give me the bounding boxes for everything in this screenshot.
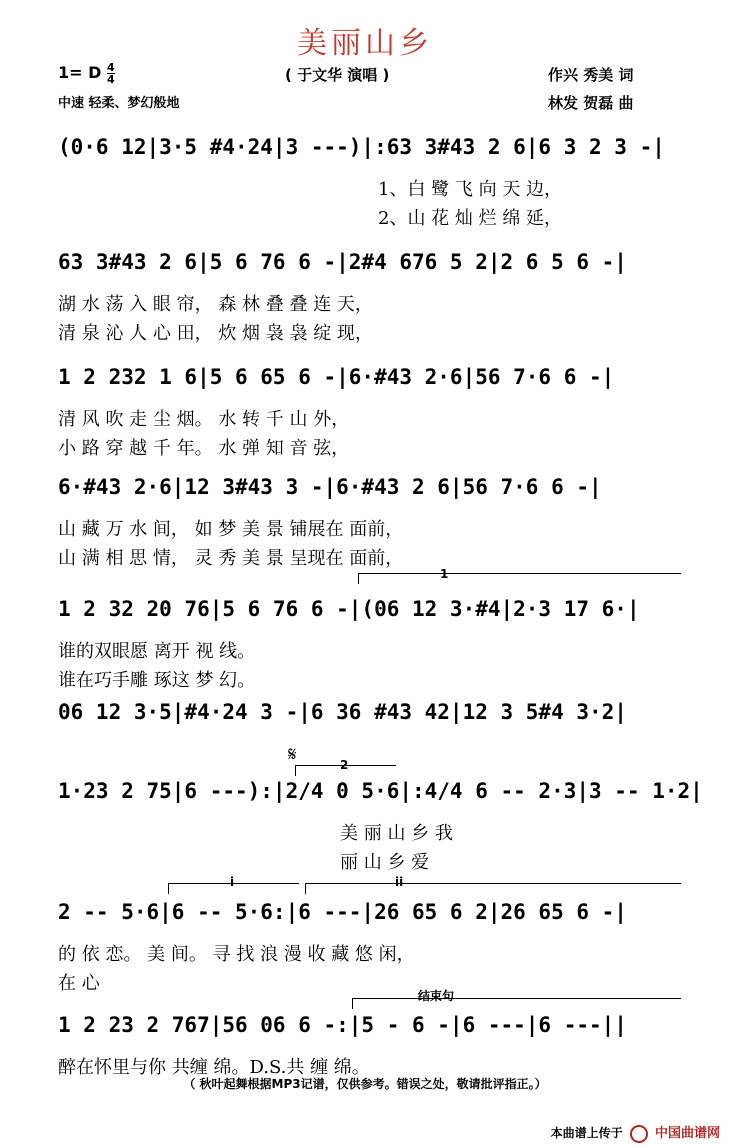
volta-label-1: 1 [440, 567, 449, 581]
lyric-line: 美 丽 山 乡 我 [340, 823, 453, 844]
volta-bracket-ii [305, 883, 681, 894]
notation-line: 63 3#43 2 6|5 6 76 6 -|2#4 676 5 2|2 6 5 6 -| [58, 250, 627, 274]
lyric-line: 丽 山 乡 爱 [340, 852, 430, 873]
notation-line: 1 2 32 20 76|5 6 76 6 -|(06 12 3·#4|2·3 17 6·| [58, 597, 640, 621]
notation-line: (0·6 12|3·5 #4·24|3 ---)|:63 3#43 2 6|6 3 2 3 -| [58, 135, 665, 159]
tempo-marking: 中速 轻柔、梦幻般地 [58, 96, 180, 111]
lyric-line: 清 泉 沁 人 心 田， 炊 烟 袅 袅 绽 现， [58, 323, 373, 344]
lyric-line: 清 风 吹 走 尘 烟。 水 转 千 山 外， [58, 409, 350, 430]
lyric-line: 醉在怀里与你 共缠 绵。D.S.共 缠 绵。 [58, 1057, 370, 1078]
song-title: 美丽山乡 [297, 26, 433, 61]
key-signature: 1= D $\frac{4}{4}$ [58, 61, 115, 86]
lyricist-credit: 作兴 秀美 词 [548, 66, 634, 84]
notation-line: 2 -- 5·6|6 -- 5·6:|6 ---|26 65 6 2|26 65 6 -| [58, 900, 627, 924]
notation-line: 1 2 23 2 767|56 06 6 -:|5 - 6 -|6 ---|6 ---|| [58, 1013, 627, 1037]
lyric-line: 山 藏 万 水 间， 如 梦 美 景 铺展在 面前， [58, 519, 404, 540]
footer-note: （ 秋叶起舞根据MP3记谱，仅供参考。错误之处，敬请批评指正。） [183, 1077, 547, 1091]
lyric-line: 在 心 [58, 973, 100, 994]
site-name: 中国曲谱网 [654, 1126, 720, 1141]
volta-label-i: i [230, 875, 235, 889]
composer-credit: 林发 贺磊 曲 [548, 94, 634, 112]
lyric-line: 2、山 花 灿 烂 绵 延， [378, 208, 563, 229]
upload-credit: 本曲谱上传于 中国曲谱网 [550, 1126, 720, 1141]
performer: ( 于文华 演唱 ) [285, 66, 390, 84]
notation-line: 06 12 3·5|#4·24 3 -|6 36 #43 42|12 3 5#4 3·2| [58, 700, 627, 724]
ending-bracket [352, 998, 681, 1009]
volta-label-2: 2 [340, 758, 349, 772]
time-signature: $\frac{4}{4}$ [106, 61, 115, 86]
lyric-line: 1、白 鹭 飞 向 天 边， [378, 179, 563, 200]
lyric-line: 的 依 恋。 美 间。 寻 找 浪 漫 收 藏 悠 闲， [58, 944, 415, 965]
lyric-line: 小 路 穿 越 千 年。 水 弹 知 音 弦， [58, 438, 350, 459]
notation-line: 1 2 232 1 6|5 6 65 6 -|6·#43 2·6|56 7·6 6 -| [58, 365, 615, 389]
volta-bracket-1 [358, 573, 681, 584]
segno-mark: 𝄋 [288, 742, 297, 766]
notation-line: 6·#43 2·6|12 3#43 3 -|6·#43 2 6|56 7·6 6 -| [58, 475, 602, 499]
lyric-line: 山 满 相 思 情， 灵 秀 美 景 呈现在 面前， [58, 548, 404, 569]
volta-label-ii: ii [395, 875, 404, 889]
notation-line: 1·23 2 75|6 ---):|2/4 0 5·6|:4/4 6 -- 2·3|3 -- 1·2| [58, 779, 703, 803]
lyric-line: 湖 水 荡 入 眼 帘， 森 林 叠 叠 连 天， [58, 294, 373, 315]
lyric-line: 谁在巧手雕 琢这 梦 幻。 [58, 670, 256, 691]
site-logo-icon [630, 1125, 648, 1143]
lyric-line: 谁的双眼愿 离开 视 线。 [58, 641, 256, 662]
ending-label: 结束句 [418, 989, 455, 1003]
